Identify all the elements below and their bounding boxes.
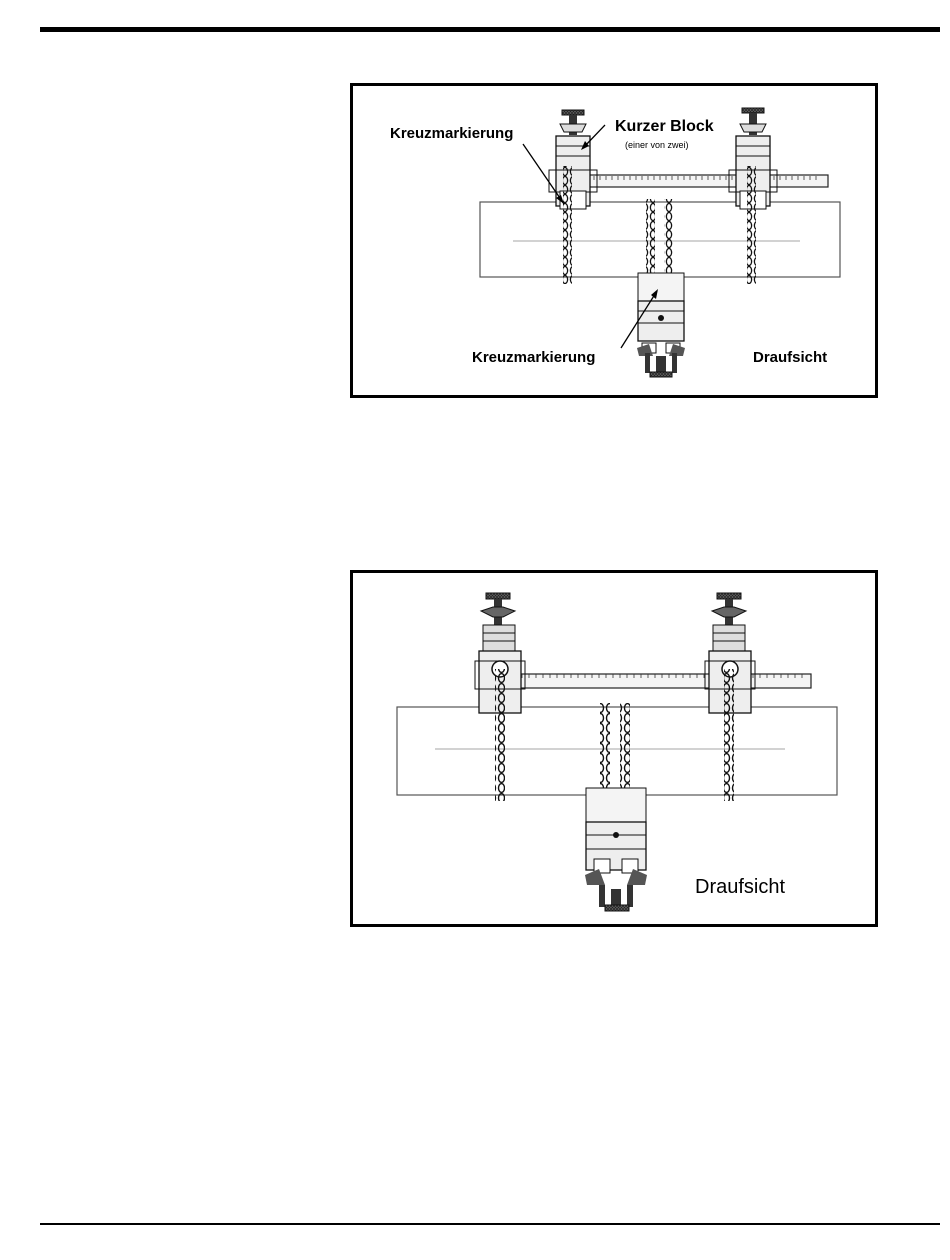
pipe [480,202,840,277]
diagram-chain-clamp-2 [353,573,875,924]
bottom-block [585,788,647,911]
figure-top-view-labeled [350,83,878,398]
label-top-view: Draufsicht [695,876,786,898]
label-short-block: Kurzer Block [615,118,714,135]
label-cross-mark-bottom: Kreuzmarkierung [472,349,596,366]
label-short-block-sub: (einer von zwei) [625,140,689,150]
label-cross-mark-top: Kreuzmarkierung [390,125,514,142]
header-rule [40,27,940,32]
figure-top-view [350,570,878,927]
chain-right [724,669,734,801]
diagram-chain-clamp-1 [353,86,875,395]
chain-right [747,166,756,284]
chain-left [563,166,572,284]
pipe [397,707,837,795]
short-block-left [549,110,597,209]
footer-rule [40,1223,940,1225]
bottom-block [637,273,685,377]
chain-left [495,669,505,801]
label-top-view: Draufsicht [753,349,828,366]
